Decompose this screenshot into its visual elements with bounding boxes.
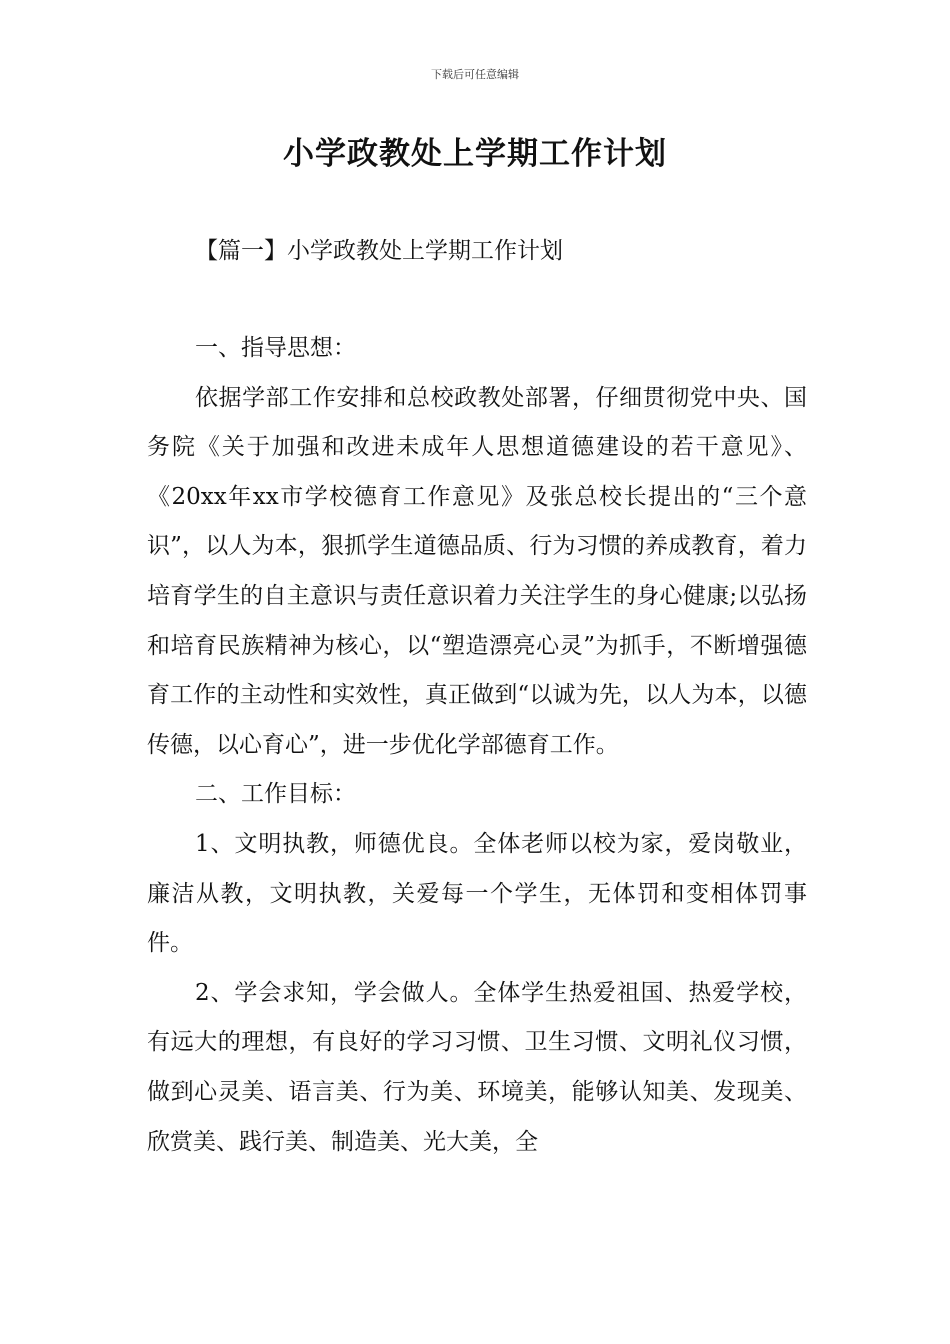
document-title: 小学政教处上学期工作计划 [283, 136, 667, 172]
paragraph-goal-1: 1、文明执教，师德优良。全体老师以校为家，爱岗敬业，廉洁从教，文明执教，关爱每一个学生，无体罚和变相体罚事件。 [147, 830, 807, 957]
paragraph-guiding-thought: 依据学部工作安排和总校政教处部署，仔细贯彻党中央、国务院《关于加强和改进未成年人思想道德建设的若干意见》、《20xx年xx市学校德育工作意见》及张总校长提出的“三个意识”，以人为本，狠抓学生道德品质、行为习惯的养成教育，着力培育学生的自主意识与责任意识着力关注学生的身心健康;以弘扬和培育民族精神为核心，以“塑造漂亮心灵”为抓手，不断增强德育工作的主动性和实效性，真正做到“以诚为先，以人为本，以德传德，以心育心”，进一步优化学部德育工作。 [147, 384, 807, 758]
section-heading: 【篇一】小学政教处上学期工作计划 [195, 238, 563, 264]
paragraph-goal-2: 2、学会求知，学会做人。全体学生热爱祖国、热爱学校，有远大的理想，有良好的学习习惯、卫生习惯、文明礼仪习惯，做到心灵美、语言美、行为美、环境美，能够认知美、发现美、欣赏美、践行美、制造美、光大美，全 [147, 979, 807, 1155]
paragraph-heading-guiding-thought: 一、指导思想： [195, 335, 356, 361]
header-note: 下载后可任意编辑 [431, 68, 519, 81]
paragraph-heading-work-goals: 二、工作目标： [195, 781, 356, 808]
document-body [147, 324, 807, 1167]
